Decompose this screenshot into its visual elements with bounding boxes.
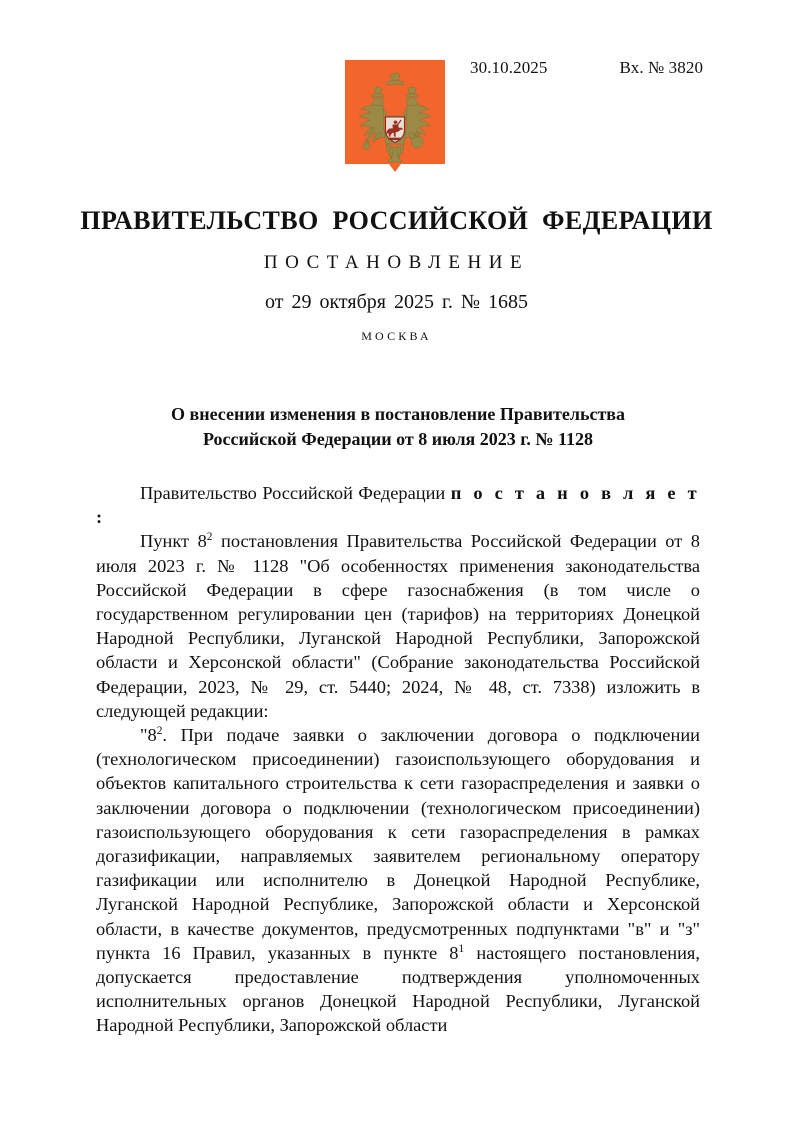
incoming-number: Вх. № 3820	[619, 58, 704, 77]
decree-verb: п о с т а н о в л я е т :	[96, 483, 700, 528]
decree-lead-text: Правительство Российской Федерации	[140, 483, 451, 503]
superscript-one: 1	[458, 942, 465, 955]
coat-of-arms-icon	[345, 60, 445, 182]
superscript-two-quoted: 2	[156, 724, 163, 737]
incoming-date: 30.10.2025	[470, 58, 548, 77]
quoted-clause-tail: настоящего постановления, допускается предоставление подтверждения уполномоченных исполнительных органов Донецкой Народной Республики, Луганской Народной Республики, Запорожской области	[96, 942, 700, 1036]
document-city: МОСКВА	[361, 329, 432, 343]
document-kind: ПОСТАНОВЛЕНИЕ	[263, 252, 530, 273]
subject-line-1: О внесении изменения в постановление Правительства	[170, 404, 626, 424]
incoming-registration-stamp	[470, 57, 770, 83]
amendment-text-start: Пункт 8	[140, 531, 207, 552]
amendment-text-rest: постановления Правительства Российской Федерации от 8 июля 2023 г. № 1128 "Об особенностях применения законодательства Российской Федерации в сфере газоснабжения (в том числе о государственном регулировании цен (тарифов) на территориях Донецкой Народной Республики, Луганской Народной Республики, Запорожской области и Херсонской области" (Собрание законодательства Российской Федерации, 2023, № 29, ст. 5440; 2024, № 48, ст. 7338) изложить в следующей редакции:	[96, 531, 701, 721]
subject-line-2: Российской Федерации от 8 июля 2023 г. № 1128	[202, 429, 594, 449]
document-date-number: от 29 октября 2025 г. № 1685	[264, 291, 528, 313]
quoted-clause-body: . При подаче заявки о заключении договора о подключении (технологическом присоединении) газоиспользующего оборудования и объектов капитального строительства к сети газораспределения и заявки о заключении договора о подключении (технологическом присоединении) газоиспользующего оборудования к сети газораспределения в рамках догазификации, направляемых заявителем региональному оператору газификации или исполнителю в Донецкой Народной Республике, Луганской Народной Республике, Запорожской области и Херсонской области, в качестве документов, предусмотренных подпунктами "в" и "з" пункта 16 Правил, указанных в пункте 8	[96, 725, 700, 963]
quoted-clause-start: "8	[140, 725, 157, 746]
document-subject	[96, 402, 700, 452]
document-body	[96, 481, 700, 1038]
paragraph-decree	[96, 481, 700, 529]
page-title: ПРАВИТЕЛЬСТВО РОССИЙСКОЙ ФЕДЕРАЦИИ	[80, 206, 713, 235]
paragraph-quoted-clause	[96, 723, 700, 1038]
paragraph-amendment	[96, 529, 700, 723]
superscript-two: 2	[206, 531, 213, 544]
